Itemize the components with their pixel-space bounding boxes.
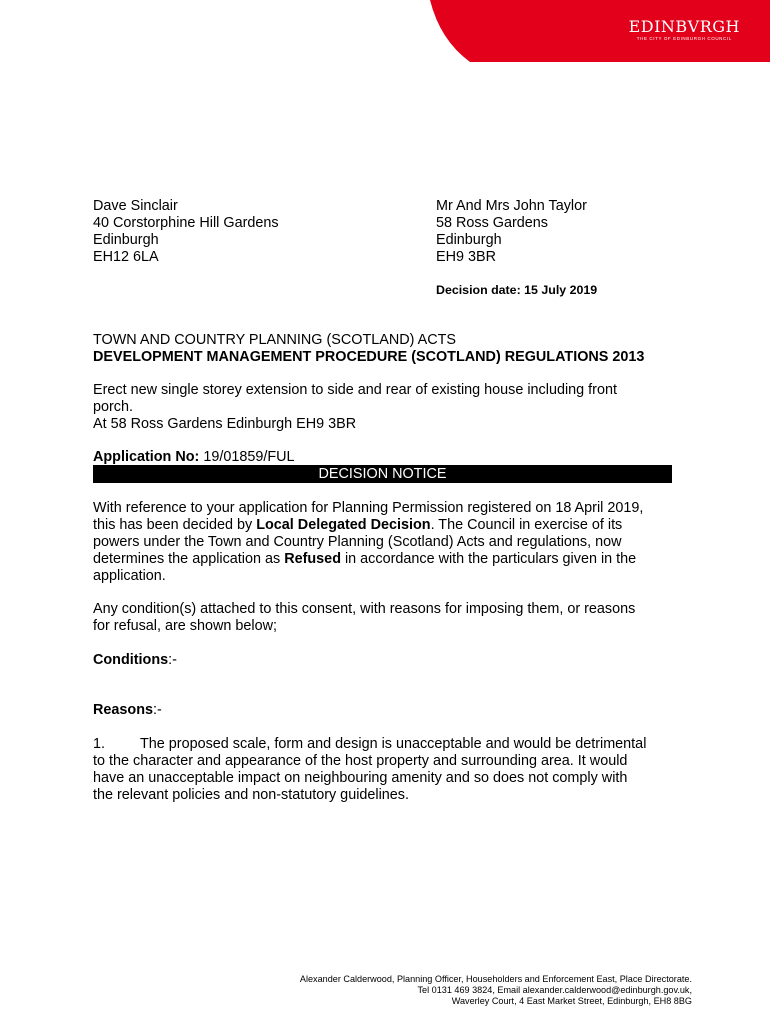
address-line: Dave Sinclair — [93, 198, 178, 214]
application-number — [93, 449, 693, 466]
decision-date-label: Decision date: — [436, 283, 521, 297]
decision-type: Local Delegated Decision — [256, 517, 431, 533]
proposal-line: Erect new single storey extension to side and rear of existing house including front — [93, 382, 617, 398]
site-address: At 58 Ross Gardens Edinburgh EH9 3BR — [93, 416, 357, 432]
address-line: Edinburgh — [436, 232, 502, 248]
paragraph-line — [93, 551, 693, 568]
acts-line: TOWN AND COUNTRY PLANNING (SCOTLAND) ACTS — [93, 332, 457, 348]
conditions-heading-suffix: :- — [168, 652, 177, 668]
reasons-heading-label: Reasons — [93, 702, 153, 718]
reason-line: have an unacceptable impact on neighbouring amenity and so does not comply with — [93, 770, 628, 786]
decision-date — [436, 283, 597, 297]
decision-notice-banner: DECISION NOTICE — [93, 465, 672, 483]
footer-line: Tel 0131 469 3824, Email alexander.calderwood@edinburgh.gov.uk, — [417, 985, 692, 995]
paragraph-line: powers under the Town and Country Planning (Scotland) Acts and regulations, now — [93, 534, 622, 550]
address-line: EH9 3BR — [436, 249, 496, 265]
text-run: in accordance with the particulars given in the — [340, 551, 637, 567]
address-line: 58 Ross Gardens — [436, 215, 548, 231]
decision-paragraph — [93, 500, 693, 585]
reasons-heading — [93, 702, 693, 719]
address-line: EH12 6LA — [93, 249, 159, 265]
footer-line: Alexander Calderwood, Planning Officer, Householders and Enforcement East, Place Directorate. — [299, 974, 692, 984]
reason-line: the relevant policies and non-statutory guidelines. — [93, 787, 409, 803]
reason-text: The proposed scale, form and design is unacceptable and would be detrimental — [140, 736, 647, 752]
proposal-line: porch. — [93, 399, 133, 415]
decision-date-value: 15 July 2019 — [524, 283, 598, 297]
paragraph-line: application. — [93, 568, 166, 584]
applicant-address — [93, 198, 279, 266]
decision-outcome: Refused — [284, 551, 341, 567]
address-line: Mr And Mrs John Taylor — [436, 198, 587, 214]
reason-line — [93, 736, 693, 753]
proposal-description — [93, 382, 693, 433]
application-number-value: 19/01859/FUL — [203, 449, 295, 465]
logo-wordmark: EDINBVRGH — [628, 17, 740, 36]
council-logo-band — [430, 0, 770, 62]
conditions-heading — [93, 652, 693, 669]
reasons-heading-suffix: :- — [153, 702, 162, 718]
reason-line: to the character and appearance of the host property and surrounding area. It would — [93, 753, 628, 769]
text-run: this has been decided by — [93, 517, 257, 533]
text-run: . The Council in exercise of its — [430, 517, 623, 533]
footer-line: Waverley Court, 4 East Market Street, Edinburgh, EH8 8BG — [451, 996, 692, 1006]
address-line: 40 Corstorphine Hill Gardens — [93, 215, 279, 231]
text-run: determines the application as — [93, 551, 285, 567]
regulations-line: DEVELOPMENT MANAGEMENT PROCEDURE (SCOTLAND) REGULATIONS 2013 — [93, 349, 645, 365]
reason-number: 1. — [93, 736, 106, 752]
paragraph-line: With reference to your application for Planning Permission registered on 18 April 2019, — [93, 500, 644, 516]
council-logo — [629, 18, 740, 42]
recipient-address — [436, 198, 587, 266]
address-line: Edinburgh — [93, 232, 159, 248]
paragraph-line: for refusal, are shown below; — [93, 618, 277, 634]
acts-heading — [93, 332, 693, 366]
paragraph-line: Any condition(s) attached to this consent, with reasons for imposing them, or reasons — [93, 601, 636, 617]
officer-contact-footer — [300, 974, 692, 1007]
reason-item — [93, 736, 693, 804]
conditions-heading-label: Conditions — [93, 652, 169, 668]
conditions-paragraph — [93, 601, 693, 635]
application-number-label: Application No: — [93, 449, 200, 465]
paragraph-line — [93, 517, 693, 534]
logo-tagline: THE CITY OF EDINBURGH COUNCIL — [636, 36, 732, 41]
